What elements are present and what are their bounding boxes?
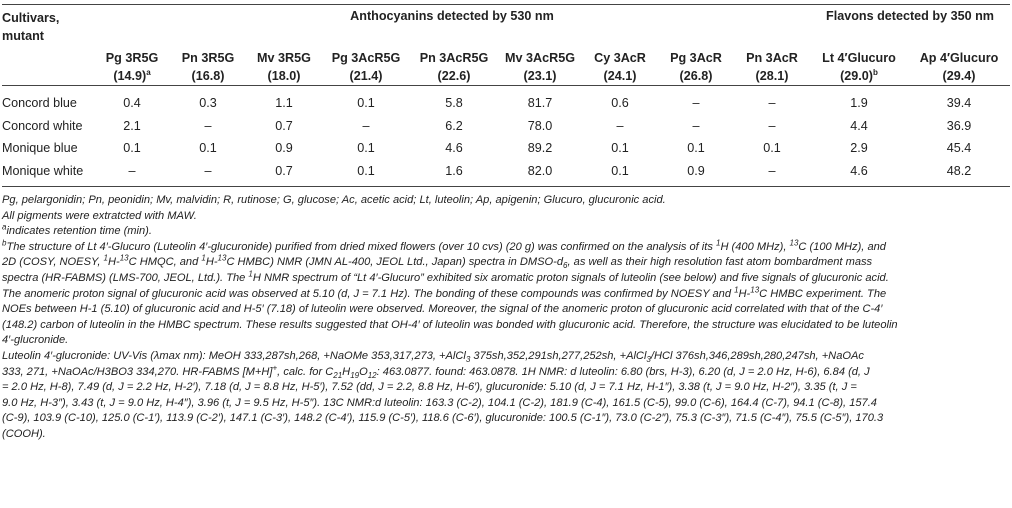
footnote-b-mark: b: [2, 238, 7, 248]
column-header: [94, 49, 170, 86]
cultivar-label: Concord white: [2, 118, 83, 133]
table-cell: 78.0: [527, 118, 553, 133]
table-cell: 0.1: [357, 96, 375, 111]
column-header-name: Pg 3R5G: [105, 51, 159, 65]
cultivar-label: Monique white: [2, 163, 84, 178]
table-cell: 4.4: [850, 118, 868, 133]
column-header-retention-time: (24.1): [603, 69, 637, 83]
luteolin-text: (C-9), 103.9 (C-10), 125.0 (C-1′), 113.9 (C-2′), 147.1 (C-3′), 148.2 (C-4′), 115.9 (C-5′), 118.6 (C-6′), glucuronide: 100.5 (C-1″), 73.0 (C-2″), 75.3 (C-3″), 71.5 (C-4″), 75.5 (C-5″), 170.3: [2, 412, 884, 425]
luteolin-text: /HCl 376sh,346,289sh,280,247sh, +NaOAc: [650, 349, 864, 362]
footnote-marker: a: [146, 67, 151, 77]
table-cell: 39.4: [946, 96, 972, 111]
isotope-sup: 13: [750, 284, 760, 294]
luteolin-text: 9.0 Hz, H-3″), 3.43 (t, J = 9.0 Hz, H-4″), 3.96 (t, J = 9.5 Hz, H-5″). 13C NMR:d luteolin: 163.3 (C-2), 104.1 (C-2), 181.9 (C-4), 161.5 (C-5), 99.0 (C-6), 164.4 (C-7), 94.1 (C-8), 157.4: [2, 396, 877, 409]
column-header: [246, 49, 322, 86]
table-cell: 0.3: [199, 96, 217, 111]
subscript: 21: [333, 370, 343, 380]
table-cell: 0.1: [123, 141, 141, 156]
isotope-sup: 1: [734, 284, 739, 294]
column-header-retention-time: (29.0): [840, 69, 873, 83]
footnote-b-text: spectra (HR-FABMS) (LMS-700, JEOL, Ltd.). The: [2, 271, 249, 284]
table-cell: 0.4: [123, 96, 141, 111]
footnote-b-text: C (100 MHz), and: [798, 240, 886, 253]
luteolin-text: 375sh,352,291sh,277,252sh, +AlCl: [470, 349, 647, 362]
table-cell: 5.8: [445, 96, 463, 111]
column-header-name: Lt 4′Glucuro: [822, 51, 896, 65]
column-header-retention-time: (21.4): [349, 69, 383, 83]
anthocyanins-group-header: Anthocyanins detected by 530 nm: [350, 9, 554, 23]
subscript: 6: [563, 261, 568, 271]
footnote-b-text: H-: [107, 256, 120, 269]
table-cell: 2.1: [123, 118, 141, 133]
table-footnotes: [2, 193, 1008, 443]
subscript: 19: [350, 370, 360, 380]
table-cell: 4.6: [850, 163, 868, 178]
footnote-a-mark: a: [2, 222, 7, 232]
column-header-name: Mv 3R5G: [257, 51, 311, 65]
subscript: 3: [646, 355, 651, 365]
column-header: [410, 49, 498, 86]
column-header-retention-time: (22.6): [437, 69, 471, 83]
column-header-name: Mv 3AcR5G: [505, 51, 575, 65]
table-cell: 89.2: [527, 141, 553, 156]
column-header: [658, 49, 734, 86]
column-header-retention-time: (28.1): [755, 69, 789, 83]
luteolin-text: (COOH).: [2, 427, 46, 440]
table-cell: 45.4: [946, 141, 972, 156]
isotope-sup: 1: [201, 253, 206, 263]
table-cell: 81.7: [527, 96, 553, 111]
footnote-b: [2, 240, 1008, 349]
footnote-b-text: NOEs between H-1 (5.10) of glucuronic acid and H-5′ (7.18) of luteolin were observed. Moreover, the signal of the anomeric proton of glucuronic acid correlated with that of the C-4′: [2, 303, 883, 316]
column-header-retention-time: (18.0): [267, 69, 301, 83]
isotope-sup: 13: [789, 238, 799, 248]
table-cell: 1.1: [275, 96, 293, 111]
footnote-b-text: H-: [738, 287, 751, 300]
luteolin-text: , calc. for C: [277, 365, 334, 378]
table-cell: 82.0: [527, 163, 553, 178]
pigment-table: [2, 5, 1010, 187]
footnote-b-text: 2D (COSY, NOESY,: [2, 256, 104, 269]
table-cell: –: [362, 118, 370, 133]
footnote-b-text: 4′-glucronide.: [2, 334, 69, 347]
column-header-name: Pg 3AcR: [670, 51, 722, 65]
column-header-retention-time: (23.1): [523, 69, 557, 83]
luteolin-text: : 463.0877. found: 463.0878. 1H NMR: d luteolin: 6.80 (brs, H-3), 6.20 (d, J = 2.0 Hz, H-6), 6.84 (d, J: [376, 365, 870, 378]
column-header: [810, 49, 908, 86]
table-cell: 4.6: [445, 141, 463, 156]
footnote-b-text: The anomeric proton signal of glucuronic acid was observed at 5.10 (d, J = 7.1 Hz). The bonding of these compounds was confirmed by NOESY and: [2, 287, 735, 300]
table-cell: 0.1: [611, 141, 629, 156]
footnote-a-text: indicates retention time (min).: [6, 225, 152, 238]
table-cell: 0.1: [357, 141, 375, 156]
isotope-sup: 1: [248, 269, 253, 279]
table-cell: 1.9: [850, 96, 868, 111]
footnote-b-text: The structure of Lt 4′-Glucuro (Luteolin 4′-glucuronide) purified from dried mixed flowers (over 10 cvs) (20 g) was confirmed on the analysis of its: [6, 240, 716, 253]
table-cell: 1.6: [445, 163, 463, 178]
column-header: [734, 49, 810, 86]
luteolin-text: H: [342, 365, 351, 378]
footnote-b-text: (148.2) carbon of luteolin in the HMBC spectrum. These results suggested that OH-4′ of luteolin was bonded with glucuronic acid. Therefore, the structure was elucidated to be luteolin: [2, 318, 898, 331]
table-cell: –: [768, 163, 776, 178]
table-cell: –: [616, 118, 624, 133]
column-header-name: Pn 3AcR5G: [419, 51, 489, 65]
table-cell: –: [204, 163, 212, 178]
isotope-sup: 1: [103, 253, 108, 263]
table-cell: –: [692, 118, 700, 133]
table-cell: 0.9: [275, 141, 293, 156]
column-header-retention-time: (26.8): [679, 69, 713, 83]
column-header-retention-time: (29.4): [942, 69, 976, 83]
footnote-marker: b: [873, 67, 878, 77]
isotope-sup: 13: [217, 253, 227, 263]
isotope-sup: 13: [119, 253, 129, 263]
column-header-retention-time: (16.8): [191, 69, 225, 83]
table-cell: 48.2: [946, 163, 972, 178]
column-header-name: Pg 3AcR5G: [331, 51, 401, 65]
column-header-name: Pn 3AcR: [746, 51, 798, 65]
column-header: [582, 49, 658, 86]
cultivar-header: [2, 5, 94, 86]
luteolin-text: = 2.0 Hz, H-8), 7.49 (d, J = 2.2 Hz, H-2′), 7.18 (d, J = 8.8 Hz, H-5′), 7.52 (dd, J = 2.2, 8.8 Hz, H-6′), glucuronide: 5.10 (d, J = 7.1 Hz, H-1″), 3.38 (t, J = 9.0 Hz, H-2″), 3.35 (t, J =: [2, 381, 857, 394]
flavons-group-header: Flavons detected by 350 nm: [826, 9, 994, 23]
column-header: [498, 49, 582, 86]
table-cell: 36.9: [946, 118, 972, 133]
table-cell: 2.9: [850, 141, 868, 156]
table-cell: –: [692, 96, 700, 111]
column-header: [170, 49, 246, 86]
table-row: [2, 115, 1010, 138]
column-header-name: Ap 4′Glucuro: [919, 51, 999, 65]
cultivar-header-line2: mutant: [2, 29, 44, 43]
table-row: [2, 160, 1010, 183]
cultivar-label: Concord blue: [2, 96, 77, 111]
abbreviation-note: Pg, pelargonidin; Pn, peonidin; Mv, malvidin; R, rutinose; G, glucose; Ac, acetic acid; Lt, luteolin; Ap, apigenin; Glucuro, glucuronic acid.: [2, 194, 666, 206]
footnote-b-text: H NMR spectrum of “Lt 4′-Glucuro” exhibited six aromatic proton signals of luteolin (see below) and five signals of glucuronic acid.: [252, 271, 889, 284]
table-row: [2, 137, 1010, 160]
table-cell: 0.9: [687, 163, 705, 178]
luteolin-text: Luteolin 4′-glucronide: UV-Vis (λmax nm): MeOH 333,287sh,268, +NaOMe 353,317,273, +AlCl: [2, 349, 466, 362]
cultivar-header-line1: Cultivars,: [2, 11, 60, 25]
table-cell: –: [768, 96, 776, 111]
isotope-sup: 1: [716, 238, 721, 248]
footnote-b-text: H (400 MHz),: [720, 240, 790, 253]
superscript: +: [272, 362, 278, 372]
footnote-b-text: , as well as their high resolution fast atom bombardment mass: [567, 256, 873, 269]
column-header-name: Pn 3R5G: [181, 51, 235, 65]
luteolin-text: 333, 271, +NaOAc/H3BO3 334,270. HR-FABMS [M+H]: [2, 365, 273, 378]
table-cell: –: [768, 118, 776, 133]
table-cell: 0.6: [611, 96, 629, 111]
footnote-b-text: C HMBC experiment. The: [759, 287, 887, 300]
table-cell: 0.1: [199, 141, 217, 156]
table-cell: 0.1: [687, 141, 705, 156]
table-cell: –: [204, 118, 212, 133]
table-cell: 0.7: [275, 118, 293, 133]
footnote-b-text: H-: [205, 256, 218, 269]
table-cell: 0.1: [611, 163, 629, 178]
footnote-b-text: C HMQC, and: [128, 256, 202, 269]
maw-note: All pigments were extratcted with MAW.: [2, 209, 197, 222]
table-cell: 0.1: [763, 141, 781, 156]
luteolin-text: O: [359, 365, 368, 378]
footnote-a: [2, 224, 1008, 240]
subscript: 3: [465, 355, 471, 365]
table-cell: –: [128, 163, 136, 178]
luteolin-data-note: [2, 349, 1008, 443]
column-header-retention-time: (14.9): [113, 69, 147, 83]
cultivar-label: Monique blue: [2, 141, 78, 156]
column-header-name: Cy 3AcR: [594, 51, 646, 65]
table-cell: 0.7: [275, 163, 293, 178]
footnote-b-text: C HMBC) NMR (JMN AL-400, JEOL Ltd., Japan) spectra in DMSO-d: [226, 256, 564, 269]
column-header: [322, 49, 410, 86]
subscript: 12: [367, 370, 377, 380]
table-row: [2, 86, 1010, 115]
table-cell: 6.2: [445, 118, 463, 133]
table-cell: 0.1: [357, 163, 375, 178]
column-header: [908, 49, 1010, 86]
